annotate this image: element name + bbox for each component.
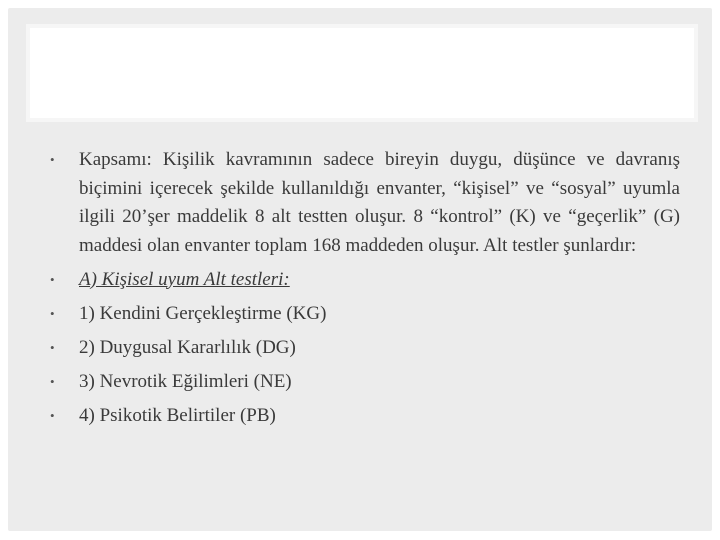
bullet-text: 4) Psikotik Belirtiler (PB) xyxy=(79,404,276,426)
bullet-icon: • xyxy=(50,407,55,423)
bullet-item-emotional-stability xyxy=(50,334,680,363)
bullet-icon: • xyxy=(50,373,55,389)
slide xyxy=(8,8,712,531)
bullet-text: Kapsamı: Kişilik kavramının sadece bireyin duygu, düşünce ve davranış biçimini içerecek şekilde kullanıldığı envanter, “kişisel” ve “sosyal” uyumla ilgili 20’şer maddelik 8 alt testten oluşur. 8 “kontrol” (K) ve “geçerlik” (G) maddesi olan envanter toplam 168 maddeden oluşur. Alt testler şunlardır: xyxy=(79,149,680,256)
bullet-text: A) Kişisel uyum Alt testleri: xyxy=(79,268,290,290)
bullet-icon: • xyxy=(50,305,55,321)
bullet-item-neurotic-tendencies xyxy=(50,368,680,397)
bullet-text: 1) Kendini Gerçekleştirme (KG) xyxy=(79,302,327,324)
bullet-icon: • xyxy=(50,152,55,167)
bullet-text: 3) Nevrotik Eğilimleri (NE) xyxy=(79,370,292,392)
bullet-text: 2) Duygusal Kararlılık (DG) xyxy=(79,336,296,358)
bullet-icon: • xyxy=(50,271,55,287)
bullet-item-self-realization xyxy=(50,300,680,329)
bullet-item-psychotic-symptoms xyxy=(50,402,680,431)
bullet-icon: • xyxy=(50,339,55,355)
title-placeholder[interactable] xyxy=(26,24,698,122)
bullet-list xyxy=(50,146,680,436)
bullet-item-scope xyxy=(50,146,680,260)
bullet-item-personal-adjustment xyxy=(50,266,680,295)
